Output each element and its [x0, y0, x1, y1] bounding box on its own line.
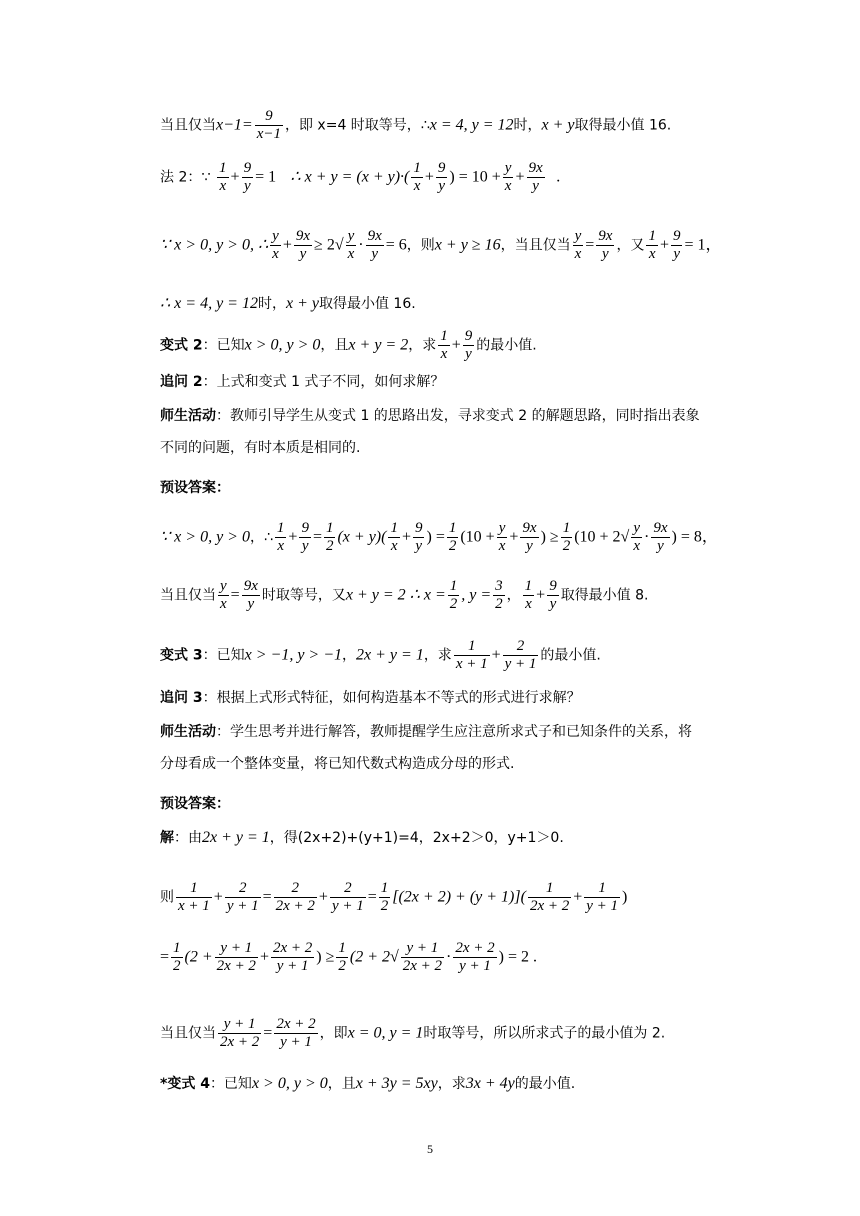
fraction: $\frac{y}{x}$: [272, 228, 279, 262]
follow-up-question-3: 追问 3：根据上式形式特征，如何构造基本不等式的形式进行求解？: [160, 690, 581, 706]
teacher-student-activity-3-cont: 分母看成一个整体变量，将已知代数式构造成分母的形式.: [160, 756, 515, 772]
fraction: $\frac{2}{y + 1}$: [226, 880, 259, 914]
fraction: $\frac{9x}{y}$: [528, 160, 543, 194]
line-transform: 则 $\frac{1}{x + 1}$ + $\frac{2}{y + 1}$ = $\frac{2}{2x + 2}$ + $\frac{2}{y + 1}$ = $\frac{1}{2}$ [(2x + 2) + (y + 1)]( $\frac{1}{2x + 2}$ + $\frac{1}{y + 1}$ ): [160, 880, 628, 914]
line-solution-variant-2: ∵ x > 0, y > 0，∴ $\frac{1}{x}$ + $\frac{9}{y}$ = $\frac{1}{2}$ (x + y)( $\frac{1}{x}$ + $\frac{9}{y}$ ) = $\frac{1}{2}$ (10 + $\frac{y}{x}$ + $\frac{9x}{y}$ ) ≥ $\frac{1}{2}$ (10 + 2√ $\frac{y}{x}$ · $\frac{9x}{y}$ ) = 8，: [160, 520, 718, 554]
variant-2: 变式 2：已知x > 0, y > 0，且x + y = 2，求 $\frac{1}{x}$ + $\frac{9}{y}$ 的最小值.: [160, 328, 537, 362]
fraction: $\frac{y}{x}$: [504, 160, 512, 194]
fraction: $\frac{1}{2}$: [448, 520, 457, 554]
fraction: $\frac{9}{x-1}$: [256, 108, 281, 142]
fraction: $\frac{y + 1}{2x + 2}$: [220, 1016, 260, 1050]
fraction: $\frac{y}{x}$: [220, 578, 227, 612]
fraction: $\frac{2}{y + 1}$: [331, 880, 364, 914]
teacher-student-activity-3: 师生活动：学生思考并进行解答，教师提醒学生应注意所求式子和已知条件的关系，将: [160, 724, 692, 740]
teacher-student-activity-2-cont: 不同的问题，有时本质是相同的.: [160, 440, 361, 456]
fraction: $\frac{9x}{y}$: [653, 520, 668, 554]
fraction: $\frac{y}{x}$: [574, 228, 582, 262]
fraction: $\frac{1}{x}$: [440, 328, 448, 362]
fraction: $\frac{3}{2}$: [495, 578, 503, 612]
fraction: $\frac{1}{x + 1}$: [455, 638, 488, 672]
teacher-student-activity-2: 师生活动：教师引导学生从变式 1 的思路出发，寻求变式 2 的解题思路，同时指出表象: [160, 408, 700, 424]
fraction: $\frac{1}{2}$: [449, 578, 458, 612]
fraction: $\frac{1}{x}$: [219, 160, 227, 194]
fraction: $\frac{9}{y}$: [301, 520, 309, 554]
fraction: $\frac{1}{2}$: [338, 940, 346, 974]
fraction: $\frac{y}{x}$: [347, 228, 355, 262]
fraction: $\frac{1}{2}$: [325, 520, 334, 554]
fraction: $\frac{1}{y + 1}$: [586, 880, 619, 914]
fraction: $\frac{1}{x}$: [413, 160, 421, 194]
fraction: $\frac{9}{y}$: [672, 228, 681, 262]
fraction: $\frac{1}{x}$: [524, 578, 533, 612]
fraction: $\frac{y + 1}{2x + 2}$: [402, 940, 443, 974]
variant-4: *变式 4：已知x > 0, y > 0，且x + 3y = 5xy，求3x + 4y的最小值.: [160, 1075, 576, 1092]
fraction: $\frac{2x + 2}{y + 1}$: [276, 1016, 316, 1050]
fraction: $\frac{9x}{y}$: [598, 228, 613, 262]
fraction: $\frac{9}{y}$: [437, 160, 446, 194]
fraction: $\frac{9}{y}$: [243, 160, 252, 194]
fraction: $\frac{1}{x + 1}$: [178, 880, 210, 914]
line-equality-condition-2: 当且仅当 $\frac{y}{x}$ = $\frac{9x}{y}$ 时取等号，又x + y = 2 ∴ x = $\frac{1}{2}$ , y = $\frac{3}{2}$ ， $\frac{1}{x}$ + $\frac{9}{y}$ 取得最小值 8.: [160, 578, 649, 612]
line-inequality-derivation: ∵ x > 0, y > 0, ∴ $\frac{y}{x}$ + $\frac{9x}{y}$ ≥ 2√ $\frac{y}{x}$ · $\frac{9x}{y}$ = 6，则x + y ≥ 16，当且仅当 $\frac{y}{x}$ = $\frac{9x}{y}$ ，又 $\frac{1}{x}$ + $\frac{9}{y}$ = 1，: [160, 228, 722, 262]
fraction: $\frac{1}{x}$: [276, 520, 285, 554]
fraction: $\frac{9x}{y}$: [243, 578, 258, 612]
preset-answer-label-2: 预设答案：: [160, 480, 230, 496]
fraction: $\frac{9x}{y}$: [295, 228, 311, 262]
fraction: $\frac{y}{x}$: [498, 520, 506, 554]
fraction: $\frac{y}{x}$: [633, 520, 640, 554]
fraction: $\frac{9}{y}$: [414, 520, 423, 554]
fraction: $\frac{2}{2x + 2}$: [275, 880, 315, 914]
line-inequality-variant-3: = $\frac{1}{2}$ (2 + $\frac{y + 1}{2x + 2}$ + $\frac{2x + 2}{y + 1}$ ) ≥ $\frac{1}{2}$ (2 + 2√ $\frac{y + 1}{2x + 2}$ · $\frac{2x + 2}{y + 1}$ ) = 2 .: [160, 940, 538, 974]
follow-up-question-2: 追问 2：上式和变式 1 式子不同，如何求解？: [160, 374, 445, 390]
page-number: 5: [427, 1142, 433, 1156]
fraction: $\frac{2x + 2}{y + 1}$: [455, 940, 495, 974]
fraction: $\frac{1}{x}$: [390, 520, 398, 554]
solution-intro: 解：由2x + y = 1，得(2x+2)+(y+1)=4，2x+2＞0，y+1＞0.: [160, 829, 564, 846]
fraction: $\frac{1}{x}$: [648, 228, 656, 262]
line-equality-condition-1: 当且仅当x−1= $\frac{9}{x-1}$ ，即 x=4 时取等号，∴x = 4, y = 12时，x + y取得最小值 16.: [160, 108, 672, 142]
fraction: $\frac{2x + 2}{y + 1}$: [272, 940, 313, 974]
fraction: $\frac{1}{2}$: [173, 940, 181, 974]
fraction: $\frac{y + 1}{2x + 2}$: [216, 940, 256, 974]
fraction: $\frac{9}{y}$: [464, 328, 473, 362]
variant-3: 变式 3：已知x > −1, y > −1，2x + y = 1，求 $\frac{1}{x + 1}$ + $\frac{2}{y + 1}$ 的最小值.: [160, 638, 601, 672]
fraction: $\frac{1}{2}$: [380, 880, 389, 914]
fraction: $\frac{1}{2}$: [562, 520, 571, 554]
fraction: $\frac{9x}{y}$: [522, 520, 537, 554]
preset-answer-label-3: 预设答案：: [160, 796, 230, 812]
fraction: $\frac{9}{y}$: [549, 578, 557, 612]
fraction: $\frac{1}{2x + 2}$: [529, 880, 570, 914]
fraction: $\frac{2}{y + 1}$: [504, 638, 537, 672]
fraction: $\frac{9x}{y}$: [367, 228, 382, 262]
line-method-2: 法 2：∵ $\frac{1}{x}$ + $\frac{9}{y}$ = 1 ∴ x + y = (x + y)·( $\frac{1}{x}$ + $\frac{9}{y}$ ) = 10 + $\frac{y}{x}$ + $\frac{9x}{y}$ .: [160, 160, 561, 194]
line-result-16: ∴ x = 4, y = 12时，x + y取得最小值 16.: [160, 295, 416, 312]
line-equality-condition-3: 当且仅当 $\frac{y + 1}{2x + 2}$ = $\frac{2x + 2}{y + 1}$ ，即x = 0, y = 1时取等号，所以所求式子的最小值为 2.: [160, 1016, 666, 1050]
